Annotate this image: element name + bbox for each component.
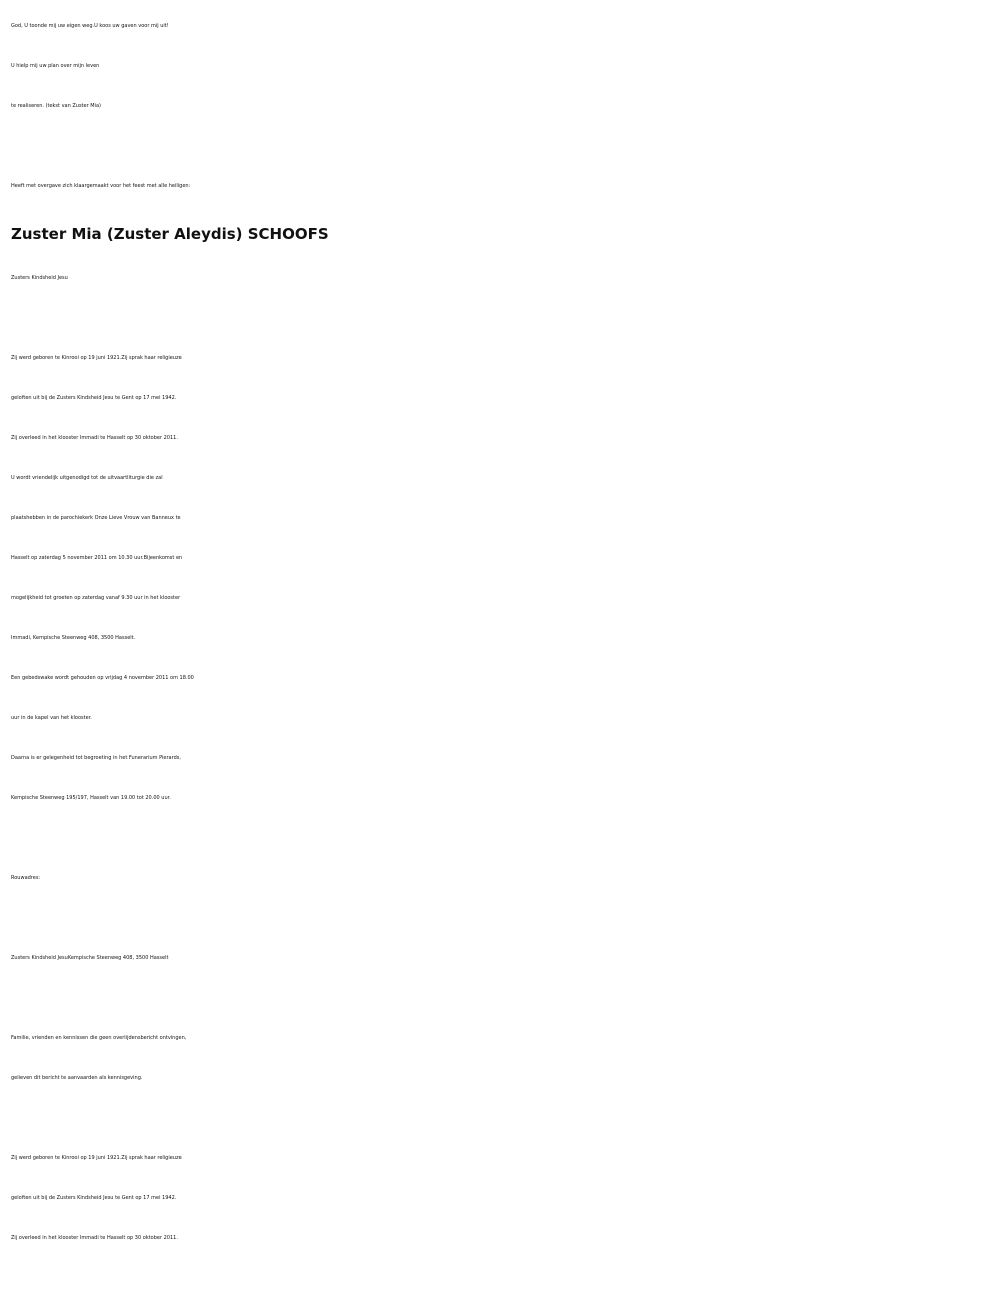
spacer — [11, 818, 1000, 858]
intro-poem — [11, 6, 1000, 126]
repeated-biography — [11, 1138, 1000, 1258]
intro-line: U hielp mij uw plan over mijn leven — [11, 63, 100, 69]
announcement-text: Heeft met overgave zich klaargemaakt voor het feest met alle heiligen: — [11, 183, 191, 189]
congregation-name: Zusters Kindsheid Jesu — [11, 275, 68, 281]
repeat-line: Zij werd geboren te Kinrooi op 19 juni 1921.Zij sprak haar religieuze — [11, 1155, 182, 1161]
spacer — [11, 898, 1000, 938]
body-line: mogelijkheid tot groeten op zaterdag vanaf 9.30 uur in het klooster — [11, 595, 181, 601]
notice-line: Familie, vrienden en kennissen die geen overlijdensbericht ontvingen, — [11, 1035, 187, 1041]
mourning-address-label: Rouwadres: — [11, 875, 41, 881]
body-line: Een gebedswake wordt gehouden op vrijdag 4 november 2011 om 18.00 — [11, 675, 194, 681]
mourning-address: Zusters Kindsheid JesuKempische Steenweg 408, 3500 Hasselt — [11, 955, 169, 961]
body-line: Daarna is er gelegenheid tot begroeting in het Funerarium Pierards, — [11, 755, 181, 761]
spacer — [11, 298, 1000, 338]
spacer — [11, 1098, 1000, 1138]
body-line: Hasselt op zaterdag 5 november 2011 om 10.30 uur.Bijeenkomst en — [11, 555, 183, 561]
body-line: plaatshebben in de parochiekerk Onze Lieve Vrouw van Banneux te — [11, 515, 181, 521]
notice-line: gelieven dit bericht te aanvaarden als kennisgeving. — [11, 1075, 143, 1081]
body-line: Kempische Steenweg 195/197, Hasselt van 19.00 tot 20.00 uur. — [11, 795, 171, 801]
spacer — [11, 978, 1000, 1018]
deceased-name: Zuster Mia (Zuster Aleydis) SCHOOFS — [11, 225, 329, 243]
body-line: geloften uit bij de Zusters Kindsheid Jesu te Gent op 17 mei 1942. — [11, 395, 177, 401]
body-line: uur in de kapel van het klooster. — [11, 715, 92, 721]
notice-paragraph — [11, 1018, 1000, 1098]
repeat-line: Zij overleed in het klooster Immadi te Hasselt op 30 oktober 2011. — [11, 1235, 178, 1241]
spacer — [11, 126, 1000, 166]
biography-body — [11, 338, 1000, 818]
intro-line: te realiseren. (tekst van Zuster Mia) — [11, 103, 101, 109]
repeat-line: geloften uit bij de Zusters Kindsheid Jesu te Gent op 17 mei 1942. — [11, 1195, 177, 1201]
body-line: U wordt vriendelijk uitgenodigd tot de uitvaartliturgie die zal — [11, 475, 163, 481]
body-line: Immadi, Kempische Steenweg 408, 3500 Hasselt. — [11, 635, 136, 641]
body-line: Zij werd geboren te Kinrooi op 19 juni 1921.Zij sprak haar religieuze — [11, 355, 182, 361]
body-line: Zij overleed in het klooster Immadi te Hasselt op 30 oktober 2011. — [11, 435, 178, 441]
intro-line: God, U toonde mij uw eigen weg.U koos uw gaven voor mij uit! — [11, 23, 169, 29]
